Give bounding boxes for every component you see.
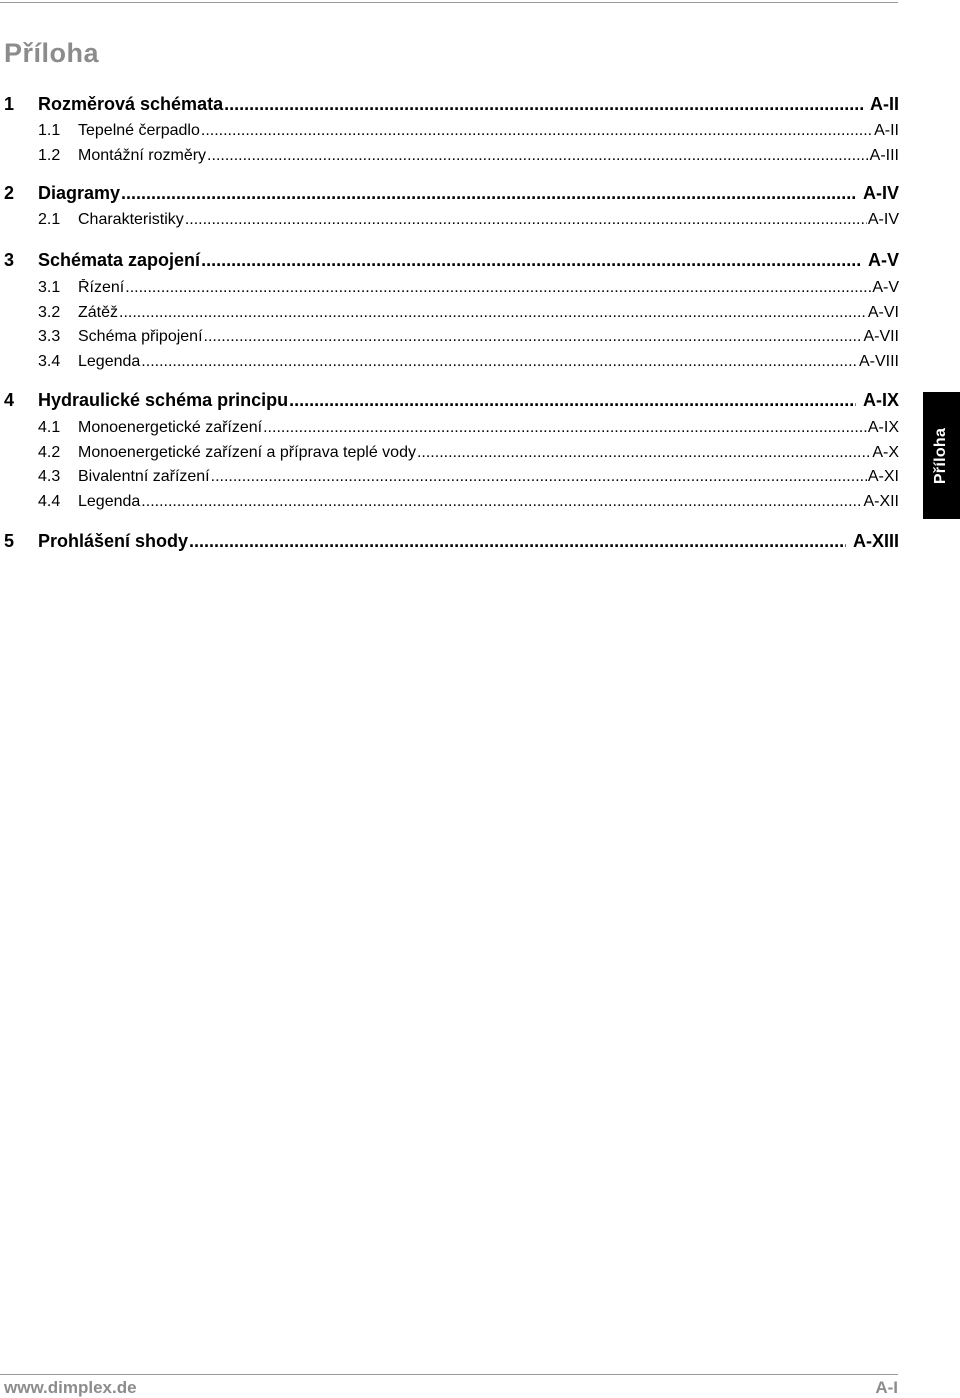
toc-entry-title: Legenda [78,353,141,370]
toc-entry-page: A-VII [863,328,899,345]
footer-url[interactable]: www.dimplex.de [4,1378,137,1397]
section-side-tab[interactable] [923,392,960,519]
toc-entry-page: A-IX [863,390,899,410]
toc-leader-dots [141,353,858,371]
toc-entry-title: Schémata zapojení [38,250,201,270]
toc-leader-dots [189,531,846,552]
toc-entry-number: 4.4 [38,493,61,510]
toc-leader-dots [121,183,856,204]
toc-entry-page: A-XI [867,468,899,485]
toc-leader-dots [289,390,856,411]
toc-entry-title: Bivalentní zařízení [78,468,210,485]
toc-entry[interactable] [4,444,899,466]
toc-entry[interactable] [4,304,899,326]
toc-entry[interactable] [4,390,899,414]
toc-entry-page: A-XII [863,493,899,510]
header-rule [0,2,898,3]
toc-entry-page: A-V [868,250,899,270]
toc-entry-number: 1 [4,94,15,114]
toc-entry-title: Schéma připojení [78,328,203,345]
toc-entry-title: Zátěž [78,304,119,321]
toc-entry-number: 4.1 [38,419,61,436]
toc-leader-dots [201,250,861,271]
toc-leader-dots [201,122,873,140]
toc-entry[interactable] [4,211,899,233]
toc-entry-page: A-XIII [852,531,899,551]
toc-entry-title: Diagramy [38,183,121,203]
toc-entry-page: A-II [874,122,899,139]
toc-entry-page: A-V [872,279,899,296]
toc-entry-number: 2.1 [38,211,61,228]
footer-page-number: A-I [875,1378,898,1397]
toc-entry-number: 4.2 [38,444,61,461]
toc-entry-title: Monoenergetické zařízení a příprava teplé vody [78,444,416,461]
toc-leader-dots [185,211,867,229]
page-title: Příloha [4,38,100,68]
toc-entry-title: Monoenergetické zařízení [78,419,263,436]
toc-entry[interactable] [4,183,899,207]
toc-entry-page: A-IX [867,419,899,436]
toc-entry-number: 3.3 [38,328,61,345]
toc-entry-title: Hydraulické schéma principu [38,390,289,410]
toc-leader-dots [207,147,869,165]
toc-entry-number: 3.4 [38,353,61,370]
toc-entry[interactable] [4,94,899,118]
toc-entry-page: A-IV [863,183,899,203]
toc-entry[interactable] [4,468,899,490]
toc-entry-number: 2 [4,183,15,203]
toc-leader-dots [224,94,863,115]
toc-entry[interactable] [4,250,899,274]
toc-entry[interactable] [4,122,899,144]
toc-entry-title: Rozměrová schémata [38,94,224,114]
toc-entry[interactable] [4,353,899,375]
toc-entry-number: 3.1 [38,279,61,296]
toc-entry[interactable] [4,279,899,301]
toc-entry-title: Legenda [78,493,141,510]
toc-entry-number: 4.3 [38,468,61,485]
toc-entry-page: A-II [870,94,899,114]
toc-entry-page: A-X [872,444,899,461]
toc-entry-number: 1.1 [38,122,61,139]
toc-entry-number: 1.2 [38,147,61,164]
toc-entry-title: Tepelné čerpadlo [78,122,200,139]
toc-entry-page: A-VIII [858,353,899,370]
toc-entry-number: 3 [4,250,15,270]
toc-entry-page: A-VI [867,304,899,321]
footer-rule [0,1374,898,1375]
toc-entry[interactable] [4,328,899,350]
toc-entry-number: 3.2 [38,304,61,321]
toc-entry[interactable] [4,493,899,515]
toc-entry-number: 4 [4,390,15,410]
toc-leader-dots [211,468,867,486]
toc-entry-title: Charakteristiky [78,211,184,228]
toc-leader-dots [119,304,867,322]
toc-entry-title: Montážní rozměry [78,147,207,164]
toc-entry-title: Prohlášení shody [38,531,189,551]
toc-leader-dots [125,279,871,297]
toc-leader-dots [417,444,871,462]
toc-entry-number: 5 [4,531,15,551]
toc-entry[interactable] [4,419,899,441]
toc-entry[interactable] [4,531,899,555]
toc-entry-page: A-IV [867,211,899,228]
toc-entry[interactable] [4,147,899,169]
side-tab-label: Příloha [932,427,950,484]
toc-entry-page: A-III [869,147,899,164]
toc-leader-dots [141,493,862,511]
toc-entry-title: Řízení [78,279,125,296]
toc-leader-dots [263,419,867,437]
toc-leader-dots [204,328,863,346]
